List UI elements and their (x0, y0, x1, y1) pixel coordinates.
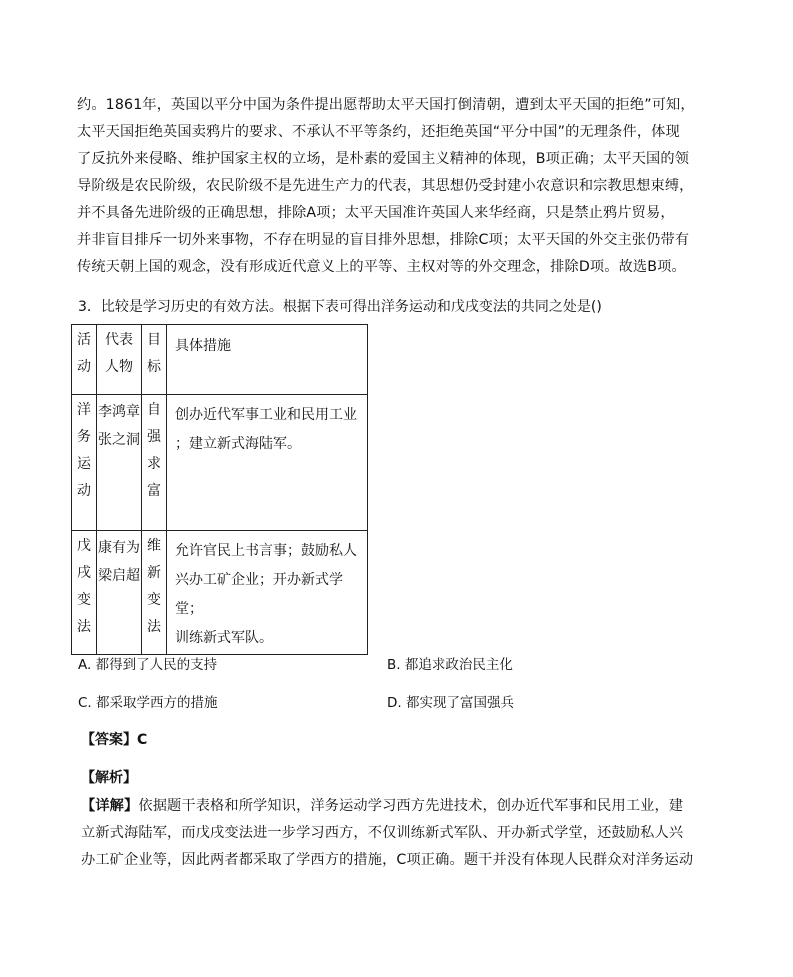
option-b: B. 都追求政治民主化 (387, 657, 513, 673)
detail-line: 办工矿企业等，因此两者都采取了学西方的措施，C项正确。题干并没有体现人民群众对洋务运动 (81, 852, 694, 868)
detail-line: 立新式海陆军，而戊戌变法进一步学习西方，不仅训练新式军队、开办新式学堂，还鼓励私人兴 (81, 825, 684, 841)
row-goal: 自 强 求 富 (142, 395, 167, 531)
answer-line (81, 728, 147, 752)
row-activity: 戊 戌 变 法 (72, 531, 97, 655)
header-person: 代表 人物 (97, 325, 142, 395)
intro-line: 导阶级是农民阶级，农民阶级不是先进生产力的代表，其思想仍受封建小农意识和宗教思想束缚， (77, 178, 694, 194)
option-a: A. 都得到了人民的支持 (78, 657, 218, 673)
intro-line: 并不具备先进阶级的正确思想，排除A项；太平天国准许英国人来华经商，只是禁止鸦片贸易， (77, 205, 675, 221)
detail-paragraph (81, 793, 694, 874)
table-row (72, 395, 368, 531)
answer-value: C (137, 732, 148, 748)
row-persons: 李鸿章 张之洞 (97, 395, 142, 531)
row-goal: 维 新 变 法 (142, 531, 167, 655)
option-c: C. 都采取学西方的措施 (78, 695, 218, 711)
row-persons: 康有为 梁启超 (97, 531, 142, 655)
option-d: D. 都实现了富国强兵 (387, 695, 514, 711)
row-activity: 洋 务 运 动 (72, 395, 97, 531)
detail-label: 【详解】 (81, 798, 139, 814)
detail-line: 【详解】依据题干表格和所学知识，洋务运动学习西方先进技术，创办近代军事和民用工业，建 (81, 798, 684, 814)
comparison-table (71, 324, 368, 655)
header-activity: 活 动 (72, 325, 97, 395)
table-row (72, 531, 368, 655)
intro-line: 传统天朝上国的观念，没有形成近代意义上的平等、主权对等的外交理念，排除D项。故选B项。 (77, 259, 686, 275)
row-measures: 创办近代军事工业和民用工业 ；建立新式海陆军。 (167, 395, 368, 531)
header-goal: 目 标 (142, 325, 167, 395)
question-title: 3．比较是学习历史的有效方法。根据下表可得出洋务运动和戊戌变法的共同之处是() (78, 299, 602, 315)
header-measures: 具体措施 (167, 325, 368, 395)
intro-line: 并非盲目排斥一切外来事物，不存在明显的盲目排外思想，排除C项；太平天国的外交主张仍带有 (77, 232, 690, 248)
answer-label: 【答案】 (81, 732, 137, 748)
table-header-row (72, 325, 368, 395)
intro-paragraph (77, 92, 695, 281)
intro-line: 约。1861年，英国以平分中国为条件提出愿帮助太平天国打倒清朝，遭到太平天国的拒绝”可知， (77, 97, 695, 113)
analysis-label: 【解析】 (81, 770, 137, 786)
row-measures: 允许官民上书言事；鼓励私人 兴办工矿企业；开办新式学堂； 训练新式军队。 (167, 531, 368, 655)
intro-line: 太平天国拒绝英国卖鸦片的要求、不承认不平等条约，还拒绝英国“平分中国”的无理条件，体现 (77, 124, 680, 140)
intro-line: 了反抗外来侵略、维护国家主权的立场，是朴素的爱国主义精神的体现，B项正确；太平天国的领 (77, 151, 690, 167)
